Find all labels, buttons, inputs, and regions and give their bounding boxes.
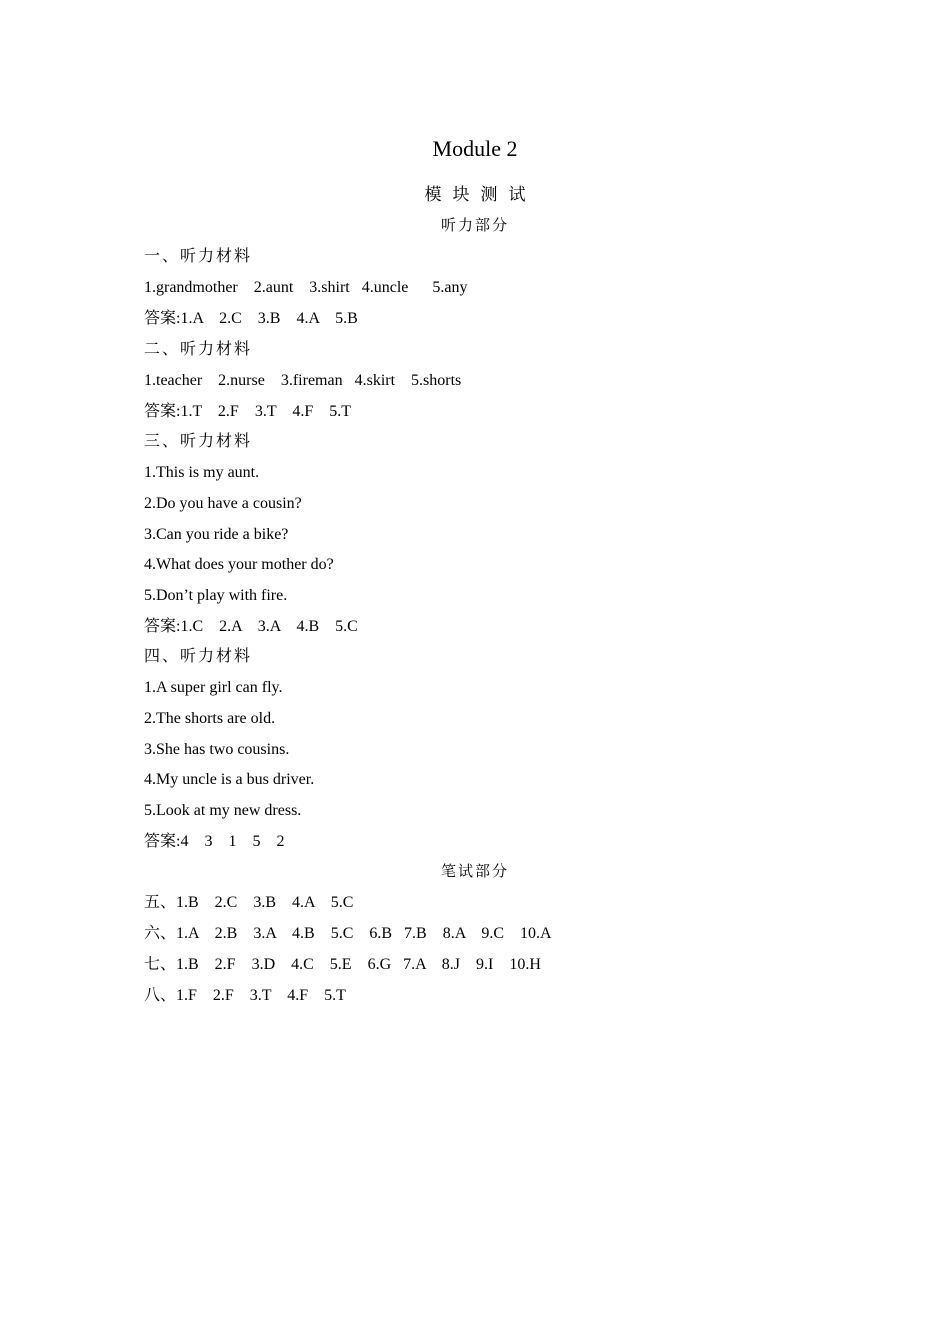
section-4-heading: 四、听力材料 bbox=[144, 648, 253, 665]
section-6-answers: 六、1.A 2.B 3.A 4.B 5.C 6.B 7.B 8.A 9.C 10.A bbox=[144, 925, 552, 942]
listening-section-header: 听力部分 bbox=[440, 218, 509, 234]
section-7-answers: 七、1.B 2.F 3.D 4.C 5.E 6.G 7.A 8.J 9.I 10.H bbox=[144, 956, 541, 973]
section-3-sentence-2: 2.Do you have a cousin? bbox=[144, 495, 302, 512]
section-3-sentence-5: 5.Don’t play with fire. bbox=[144, 587, 288, 604]
section-4-sentence-2: 2.The shorts are old. bbox=[144, 710, 276, 727]
section-3-sentence-3: 3.Can you ride a bike? bbox=[144, 526, 289, 543]
section-1-heading: 一、听力材料 bbox=[144, 248, 253, 265]
section-2-words: 1.teacher 2.nurse 3.fireman 4.skirt 5.shorts bbox=[144, 372, 462, 389]
written-section-header: 笔试部分 bbox=[440, 864, 509, 880]
document-subtitle: 模块测试 bbox=[424, 185, 537, 204]
section-8-answers: 八、1.F 2.F 3.T 4.F 5.T bbox=[144, 987, 346, 1004]
section-3-answers: 答案:1.C 2.A 3.A 4.B 5.C bbox=[144, 618, 358, 635]
document-title: Module 2 bbox=[432, 136, 518, 161]
section-1-words: 1.grandmother 2.aunt 3.shirt 4.uncle 5.any bbox=[144, 279, 468, 296]
section-3-sentence-4: 4.What does your mother do? bbox=[144, 556, 334, 573]
section-4-answers: 答案:4 3 1 5 2 bbox=[144, 833, 285, 850]
section-3-heading: 三、听力材料 bbox=[144, 433, 253, 450]
section-2-answers: 答案:1.T 2.F 3.T 4.F 5.T bbox=[144, 403, 351, 420]
section-5-answers: 五、1.B 2.C 3.B 4.A 5.C bbox=[144, 894, 354, 911]
section-4-sentence-3: 3.She has two cousins. bbox=[144, 741, 290, 758]
section-2-heading: 二、听力材料 bbox=[144, 341, 253, 358]
section-4-sentence-1: 1.A super girl can fly. bbox=[144, 679, 283, 696]
section-4-sentence-4: 4.My uncle is a bus driver. bbox=[144, 771, 315, 788]
section-4-sentence-5: 5.Look at my new dress. bbox=[144, 802, 302, 819]
section-3-sentence-1: 1.This is my aunt. bbox=[144, 464, 260, 481]
section-1-answers: 答案:1.A 2.C 3.B 4.A 5.B bbox=[144, 310, 358, 327]
